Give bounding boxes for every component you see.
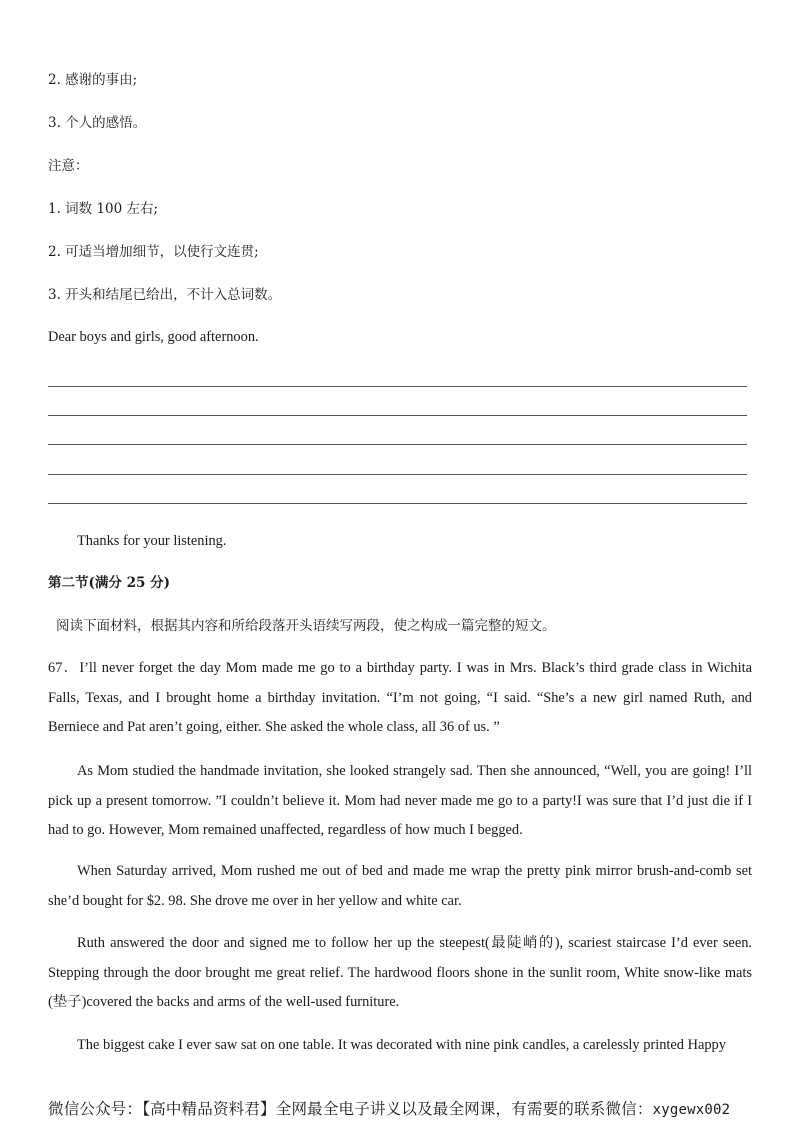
note-item-2: 2. 可适当增加细节，以使行文连贯; — [48, 244, 259, 260]
passage-paragraph-4 — [48, 929, 752, 1018]
paragraph-text: 67．I’ll never forget the day Mom made me go to a birthday party. I was in Mrs. Black’s third grade class in Wichita Falls, Texas, and I brought home a birthday invitation. “I’m not going, “I said. “She’s a new girl named Ruth, and Berniece and Pat aren’t going, either. She asked the whole class, all 36 of us. ” — [48, 660, 752, 735]
section-instruction: 阅读下面材料，根据其内容和所给段落开头语续写两段，使之构成一篇完整的短文。 — [56, 618, 556, 634]
answer-line — [48, 444, 747, 445]
passage-paragraph-2 — [48, 757, 752, 846]
answer-line — [48, 386, 747, 387]
note-item-1: 1. 词数 100 左右; — [48, 201, 159, 217]
notes-heading: 注意： — [48, 158, 89, 174]
answer-line — [48, 415, 747, 416]
passage-paragraph-3 — [48, 857, 752, 916]
answer-line — [48, 474, 747, 475]
footer-text: 微信公众号：【高中精品资料君】全网最全电子讲义以及最全网课，有需要的联系微信： — [48, 1100, 653, 1118]
essay-closing: Thanks for your listening. — [77, 533, 227, 549]
essay-opening: Dear boys and girls, good afternoon. — [48, 329, 259, 345]
requirement-item-3: 3. 个人的感悟。 — [48, 115, 147, 131]
requirement-item-2: 2. 感谢的事由; — [48, 72, 138, 88]
passage-paragraph-1 — [48, 654, 752, 743]
passage-paragraph-5 — [48, 1031, 752, 1061]
paragraph-text: Ruth answered the door and signed me to follow her up the steepest(最陡峭的), scariest staircase I’d ever seen. Stepping through the door brought me great relief. The hardwood floors shone in the sunlit room, White snow-like mats (垫子)covered the backs and arms of the well-used furniture. — [48, 935, 752, 1010]
section-title: 第二节(满分 25 分) — [48, 575, 170, 591]
paragraph-text: The biggest cake I ever saw sat on one table. It was decorated with nine pink candles, a carelessly printed Happy — [77, 1037, 726, 1053]
answer-line — [48, 503, 747, 504]
paragraph-text: When Saturday arrived, Mom rushed me out of bed and made me wrap the pretty pink mirror brush-and-comb set she’d bought for $2. 98. She drove me over in her yellow and white car. — [48, 863, 752, 909]
note-item-3: 3. 开头和结尾已给出，不计入总词数。 — [48, 287, 282, 303]
footer-banner — [48, 1099, 730, 1120]
paragraph-text: As Mom studied the handmade invitation, she looked strangely sad. Then she announced, “Well, you are going! I’ll pick up a present tomorrow. ”I couldn’t believe it. Mom had never made me go to a party!I was sure that I’d just die if I had to go. However, Mom remained unaffected, regardless of how much I begged. — [48, 763, 752, 838]
footer-wechat-id: xygewx002 — [652, 1102, 731, 1118]
